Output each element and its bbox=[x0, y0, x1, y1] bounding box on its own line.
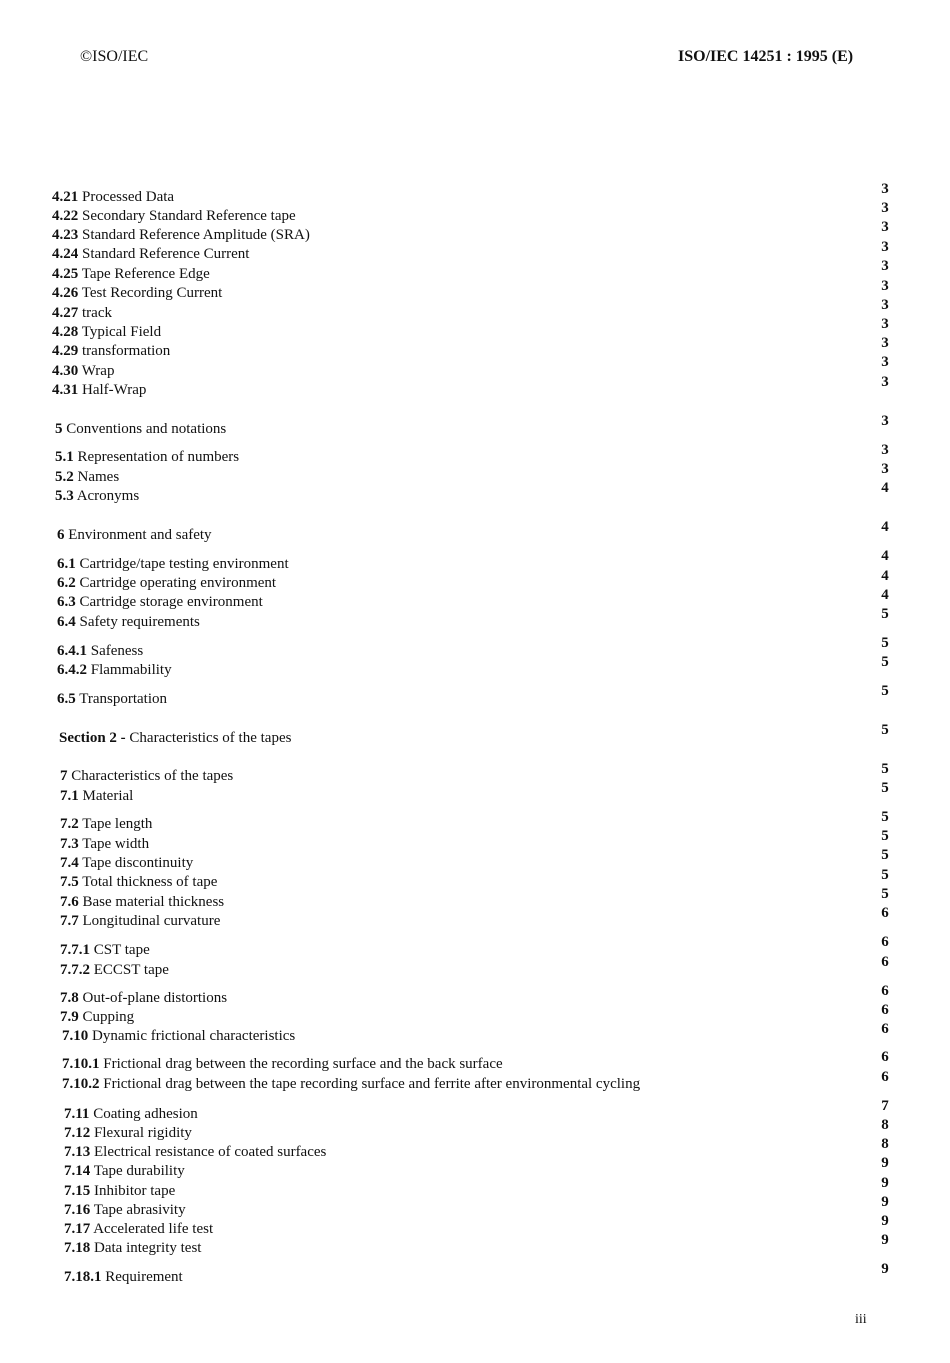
toc-entry-page: 9 bbox=[881, 1175, 889, 1191]
toc-entry-page: 9 bbox=[881, 1155, 889, 1171]
toc-entry-number: 7.18 bbox=[64, 1240, 91, 1256]
toc-entry-number: 7.17 bbox=[64, 1221, 91, 1237]
toc-entry-page: 5 bbox=[881, 886, 889, 902]
toc-entry-number: 7.1 bbox=[60, 788, 79, 804]
toc-entry-page: 3 bbox=[881, 297, 889, 313]
toc-entry-page: 9 bbox=[881, 1232, 889, 1248]
toc-entry[interactable] bbox=[52, 323, 161, 341]
toc-entry-page: 5 bbox=[881, 761, 889, 777]
toc-entry-number: 5 bbox=[55, 421, 63, 437]
toc-entry-number: 6.5 bbox=[57, 691, 76, 707]
toc-entry-page: 6 bbox=[881, 934, 889, 950]
toc-entry-title: Material bbox=[82, 788, 134, 804]
toc-entry[interactable] bbox=[64, 1124, 192, 1142]
toc-entry[interactable] bbox=[60, 873, 217, 891]
toc-entry-title: Conventions and notations bbox=[66, 421, 227, 437]
toc-entry-page: 5 bbox=[881, 635, 889, 651]
toc-entry-number: 7.14 bbox=[64, 1163, 91, 1179]
toc-entry-page: 3 bbox=[881, 181, 889, 197]
toc-entry-number: 5.2 bbox=[55, 469, 74, 485]
toc-entry-number: 4.25 bbox=[52, 266, 79, 282]
page-number: iii bbox=[855, 1312, 867, 1327]
toc-entry-title: ECCST tape bbox=[93, 962, 169, 978]
toc-entry-title: Flammability bbox=[90, 662, 172, 678]
toc-entry[interactable] bbox=[60, 835, 149, 853]
toc-entry-page: 4 bbox=[881, 548, 889, 564]
toc-entry-number: 4.26 bbox=[52, 285, 79, 301]
toc-entry-page: 5 bbox=[881, 654, 889, 670]
toc-entry-number: 7.11 bbox=[64, 1106, 90, 1122]
toc-entry-number: 4.31 bbox=[52, 382, 79, 398]
toc-entry-number: 7.2 bbox=[60, 816, 79, 832]
toc-entry-page: 5 bbox=[881, 867, 889, 883]
toc-entry-number: 6.4.2 bbox=[57, 662, 87, 678]
toc-entry-number: 4.27 bbox=[52, 305, 79, 321]
toc-entry[interactable] bbox=[52, 207, 296, 225]
toc-entry[interactable] bbox=[64, 1201, 186, 1219]
toc-entry[interactable] bbox=[57, 642, 143, 660]
toc-entry-number: 4.24 bbox=[52, 246, 79, 262]
toc-entry-number: 7.16 bbox=[64, 1202, 91, 1218]
toc-entry-title: Characteristics of the tapes bbox=[71, 768, 234, 784]
toc-entry[interactable] bbox=[60, 787, 133, 805]
header-right: ISO/IEC 14251 : 1995 (E) bbox=[678, 48, 854, 65]
toc-entry-title: Names bbox=[77, 469, 120, 485]
toc-entry-number: 4.28 bbox=[52, 324, 79, 340]
toc-entry-title: Frictional drag between the recording surface and the back surface bbox=[103, 1056, 503, 1072]
toc-entry-number: 6.1 bbox=[57, 556, 76, 572]
toc-entry-number: 7.7.1 bbox=[60, 942, 90, 958]
toc-entry[interactable] bbox=[60, 815, 152, 833]
toc-entry-page: 5 bbox=[881, 606, 889, 622]
toc-entry[interactable] bbox=[60, 1008, 134, 1026]
toc-entry-number: 7.7 bbox=[60, 913, 79, 929]
toc-entry-page: 3 bbox=[881, 354, 889, 370]
toc-entry-page: 3 bbox=[881, 278, 889, 294]
toc-entry[interactable] bbox=[64, 1105, 198, 1123]
toc-entry-page: 9 bbox=[881, 1194, 889, 1210]
toc-entry-title: Typical Field bbox=[81, 324, 162, 340]
toc-entry[interactable] bbox=[64, 1220, 213, 1238]
toc-entry-page: 3 bbox=[881, 461, 889, 477]
toc-entry[interactable] bbox=[60, 941, 150, 959]
toc-entry[interactable] bbox=[55, 420, 226, 438]
toc-entry[interactable] bbox=[64, 1268, 183, 1286]
toc-entry-page: 3 bbox=[881, 335, 889, 351]
toc-entry-title: Representation of numbers bbox=[77, 449, 240, 465]
toc-entry-page: 5 bbox=[881, 780, 889, 796]
toc-entry-number: Section 2 - bbox=[59, 730, 126, 746]
toc-entry-number: 6.4 bbox=[57, 614, 76, 630]
toc-entry[interactable] bbox=[64, 1162, 185, 1180]
toc-entry-title: Out-of-plane distortions bbox=[82, 990, 228, 1006]
toc-entry-page: 6 bbox=[881, 983, 889, 999]
toc-entry-title: Acronyms bbox=[76, 488, 140, 504]
toc-entry-page: 6 bbox=[881, 1021, 889, 1037]
toc-entry-page: 3 bbox=[881, 442, 889, 458]
toc-entry-title: Safety requirements bbox=[79, 614, 200, 630]
toc-entry-page: 6 bbox=[881, 1069, 889, 1085]
header-left: ©ISO/IEC bbox=[80, 48, 149, 65]
toc-entry-page: 8 bbox=[881, 1136, 889, 1152]
toc-entry[interactable] bbox=[52, 381, 146, 399]
toc-entry[interactable] bbox=[60, 961, 169, 979]
toc-entry-number: 6 bbox=[57, 527, 65, 543]
toc-entry[interactable] bbox=[57, 613, 200, 631]
toc-entry[interactable] bbox=[57, 555, 289, 573]
toc-entry-number: 7.7.2 bbox=[60, 962, 90, 978]
toc-entry-page: 9 bbox=[881, 1213, 889, 1229]
toc-entry-title: Electrical resistance of coated surfaces bbox=[94, 1144, 327, 1160]
toc-entry-number: 4.23 bbox=[52, 227, 79, 243]
toc-entry[interactable] bbox=[62, 1027, 295, 1045]
toc-entry-title: Longitudinal curvature bbox=[82, 913, 221, 929]
toc-entry[interactable] bbox=[57, 661, 172, 679]
toc-entry-page: 3 bbox=[881, 258, 889, 274]
toc-entry-page: 3 bbox=[881, 374, 889, 390]
toc-entry-title: Data integrity test bbox=[94, 1240, 202, 1256]
toc-entry-page: 6 bbox=[881, 1002, 889, 1018]
toc-entry[interactable] bbox=[57, 526, 212, 544]
toc-entry-number: 7.6 bbox=[60, 894, 79, 910]
toc-entry-title: Transportation bbox=[79, 691, 168, 707]
toc-entry-title: Tape length bbox=[82, 816, 153, 832]
toc-entry[interactable] bbox=[60, 989, 227, 1007]
toc-entry[interactable] bbox=[64, 1239, 201, 1257]
toc-entry-title: Cartridge/tape testing environment bbox=[79, 556, 289, 572]
toc-entry-page: 6 bbox=[881, 905, 889, 921]
toc-entry[interactable] bbox=[52, 284, 222, 302]
toc-entry-page: 3 bbox=[881, 316, 889, 332]
toc-entry[interactable] bbox=[52, 226, 310, 244]
toc-entry-number: 7.8 bbox=[60, 990, 79, 1006]
toc-entry-title: Flexural rigidity bbox=[94, 1125, 192, 1141]
toc-entry[interactable] bbox=[57, 574, 276, 592]
toc-entry-page: 5 bbox=[881, 683, 889, 699]
toc-entry-number: 6.3 bbox=[57, 594, 76, 610]
toc-entry-title: Accelerated life test bbox=[93, 1221, 214, 1237]
toc-entry-page: 3 bbox=[881, 219, 889, 235]
toc-entry-number: 5.3 bbox=[55, 488, 74, 504]
toc-entry[interactable] bbox=[57, 593, 263, 611]
toc-entry-page: 6 bbox=[881, 1049, 889, 1065]
toc-entry-title: Total thickness of tape bbox=[82, 874, 218, 890]
toc-entry-number: 4.22 bbox=[52, 208, 79, 224]
toc-entry[interactable] bbox=[52, 188, 174, 206]
toc-entry-number: 4.21 bbox=[52, 189, 79, 205]
toc-entry[interactable] bbox=[60, 912, 220, 930]
toc-entry-number: 7.4 bbox=[60, 855, 79, 871]
toc-entry-number: 7.18.1 bbox=[64, 1269, 102, 1285]
toc-entry-title: Environment and safety bbox=[68, 527, 212, 543]
toc-entry-number: 6.4.1 bbox=[57, 643, 87, 659]
toc-entry-title: Characteristics of the tapes bbox=[129, 730, 292, 746]
toc-entry-page: 4 bbox=[881, 519, 889, 535]
toc-entry-title: Cartridge operating environment bbox=[79, 575, 277, 591]
toc-entry-title: Standard Reference Amplitude (SRA) bbox=[82, 227, 310, 243]
toc-entry-title: track bbox=[82, 305, 112, 321]
toc-entry-number: 7.3 bbox=[60, 836, 79, 852]
toc-entry-page: 8 bbox=[881, 1117, 889, 1133]
toc-entry-title: Cupping bbox=[82, 1009, 135, 1025]
toc-entry[interactable] bbox=[57, 690, 167, 708]
toc-entry-title: Tape durability bbox=[93, 1163, 185, 1179]
toc-entry-number: 6.2 bbox=[57, 575, 76, 591]
toc-entry-title: Tape Reference Edge bbox=[81, 266, 210, 282]
toc-entry[interactable] bbox=[52, 342, 170, 360]
toc-entry-title: Half-Wrap bbox=[82, 382, 147, 398]
toc-entry-title: Frictional drag between the tape recording surface and ferrite after environmental cycling bbox=[103, 1076, 641, 1092]
toc-entry[interactable] bbox=[52, 245, 249, 263]
toc-entry-page: 7 bbox=[881, 1098, 889, 1114]
toc-entry[interactable] bbox=[60, 767, 233, 785]
toc-entry-title: Dynamic frictional characteristics bbox=[92, 1028, 296, 1044]
toc-entry-page: 3 bbox=[881, 239, 889, 255]
toc-entry[interactable] bbox=[59, 729, 291, 747]
toc-entry-title: Tape abrasivity bbox=[93, 1202, 186, 1218]
toc-entry-title: Cartridge storage environment bbox=[79, 594, 263, 610]
toc-entry-title: Base material thickness bbox=[82, 894, 225, 910]
toc-entry-title: Coating adhesion bbox=[93, 1106, 198, 1122]
toc-entry-title: transformation bbox=[82, 343, 171, 359]
toc-entry-title: Requirement bbox=[105, 1269, 183, 1285]
toc-entry-number: 7.15 bbox=[64, 1183, 91, 1199]
toc-entry-number: 7.5 bbox=[60, 874, 79, 890]
toc-entry-title: Test Recording Current bbox=[81, 285, 223, 301]
toc-entry[interactable] bbox=[60, 893, 224, 911]
toc-entry-number: 5.1 bbox=[55, 449, 74, 465]
toc-entry-title: Secondary Standard Reference tape bbox=[82, 208, 296, 224]
toc-entry-page: 6 bbox=[881, 954, 889, 970]
toc-entry-number: 7.10.1 bbox=[62, 1056, 100, 1072]
toc-entry[interactable] bbox=[55, 487, 139, 505]
toc-entry-title: Processed Data bbox=[82, 189, 175, 205]
toc-entry-number: 4.29 bbox=[52, 343, 79, 359]
toc-entry[interactable] bbox=[60, 854, 193, 872]
toc-entry[interactable] bbox=[64, 1182, 175, 1200]
toc-entry[interactable] bbox=[55, 468, 119, 486]
toc-entry-page: 5 bbox=[881, 847, 889, 863]
toc-entry-page: 4 bbox=[881, 480, 889, 496]
toc-entry[interactable] bbox=[62, 1075, 640, 1093]
toc-entry[interactable] bbox=[52, 265, 210, 283]
toc-entry-title: Safeness bbox=[90, 643, 144, 659]
toc-entry-number: 7 bbox=[60, 768, 68, 784]
toc-entry-page: 4 bbox=[881, 587, 889, 603]
toc-entry-page: 5 bbox=[881, 722, 889, 738]
toc-entry-title: CST tape bbox=[93, 942, 150, 958]
toc-entry-number: 7.13 bbox=[64, 1144, 91, 1160]
toc-entry-number: 7.10.2 bbox=[62, 1076, 100, 1092]
toc-entry-title: Tape discontinuity bbox=[82, 855, 194, 871]
toc-entry-title: Inhibitor tape bbox=[94, 1183, 176, 1199]
toc-entry-title: Tape width bbox=[82, 836, 150, 852]
toc-entry[interactable] bbox=[55, 448, 239, 466]
toc-entry-page: 3 bbox=[881, 413, 889, 429]
toc-entry-title: Standard Reference Current bbox=[82, 246, 250, 262]
toc-entry-page: 3 bbox=[881, 200, 889, 216]
toc-entry[interactable] bbox=[52, 304, 112, 322]
toc-entry-page: 5 bbox=[881, 828, 889, 844]
toc-entry[interactable] bbox=[64, 1143, 326, 1161]
toc-entry-number: 4.30 bbox=[52, 363, 79, 379]
toc-entry-number: 7.10 bbox=[62, 1028, 89, 1044]
toc-entry-number: 7.9 bbox=[60, 1009, 79, 1025]
toc-entry-number: 7.12 bbox=[64, 1125, 91, 1141]
toc-entry-title: Wrap bbox=[81, 363, 115, 379]
toc-entry-page: 4 bbox=[881, 568, 889, 584]
toc-entry-page: 9 bbox=[881, 1261, 889, 1277]
toc-entry-page: 5 bbox=[881, 809, 889, 825]
toc-entry[interactable] bbox=[52, 362, 114, 380]
toc-entry[interactable] bbox=[62, 1055, 503, 1073]
